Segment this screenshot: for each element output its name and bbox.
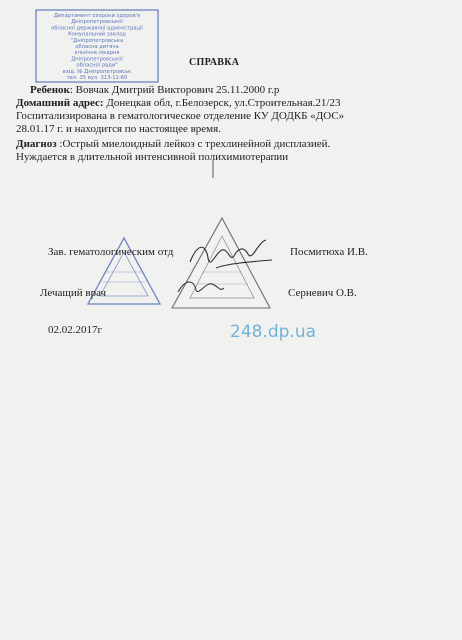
child-line xyxy=(30,84,279,97)
child-value: : Вовчак Дмитрий Викторович 25.11.2000 г.р xyxy=(69,84,280,96)
watermark: 248.dp.ua xyxy=(230,322,317,342)
head-of-department-label: Зав. гематологическим отд xyxy=(48,246,174,258)
treatment-need-line: Нуждается в длительной интенсивной полихимиотерапии xyxy=(16,151,289,163)
document-title: СПРАВКА xyxy=(189,57,240,68)
hospital-line-1: Госпитализирована в гематологическое отделение КУ ДОДКБ «ДОС» xyxy=(16,110,345,122)
hospital-line-2: 28.01.17 г. и находится по настоящее время. xyxy=(16,123,221,135)
address-line xyxy=(16,97,340,110)
head-of-department-name: Посмитюха И.В. xyxy=(290,246,368,258)
stamp-line: Комунальний заклад xyxy=(68,31,126,38)
attending-doctor-label: Лечащий врач xyxy=(40,287,107,299)
child-label: Ребенок xyxy=(30,84,70,96)
address-label: Домашний адрес: xyxy=(16,97,104,109)
signature-doctor xyxy=(176,274,226,300)
stamp-line: клінічна лікарня xyxy=(74,50,120,57)
triangle-stamp-left xyxy=(84,232,164,312)
address-value: Донецкая обл, г.Белозерск, ул.Строительная.21/23 xyxy=(103,97,341,109)
attending-doctor-name: Серневич О.В. xyxy=(288,287,357,299)
institution-stamp xyxy=(34,8,160,84)
diagnosis-label: Диагноз xyxy=(16,138,57,150)
stamp-line: обласної державної адміністрації xyxy=(51,25,143,32)
stamp-line: Дніпропетровської xyxy=(71,19,123,26)
stamp-line: обласної ради" xyxy=(76,62,118,69)
stamp-line: Департамент охорони здоров'я xyxy=(53,13,141,19)
stamp-line: Дніпропетровської xyxy=(71,56,123,63)
ink-mark xyxy=(208,160,218,180)
stamp-line: тел. 35 вул. 313-11-60 xyxy=(66,75,128,81)
diagnosis-line xyxy=(16,138,330,151)
stamp-line: "Дніпропетровська xyxy=(70,37,124,44)
document-date: 02.02.2017г xyxy=(48,324,103,336)
diagnosis-value: :Острый миелоидный лейкоз с трехлинейной дисплазией. xyxy=(56,138,331,150)
stamp-line: обласна дитяча xyxy=(75,44,119,50)
stamp-line: вхід. № Дніпропетровськ xyxy=(62,68,132,75)
